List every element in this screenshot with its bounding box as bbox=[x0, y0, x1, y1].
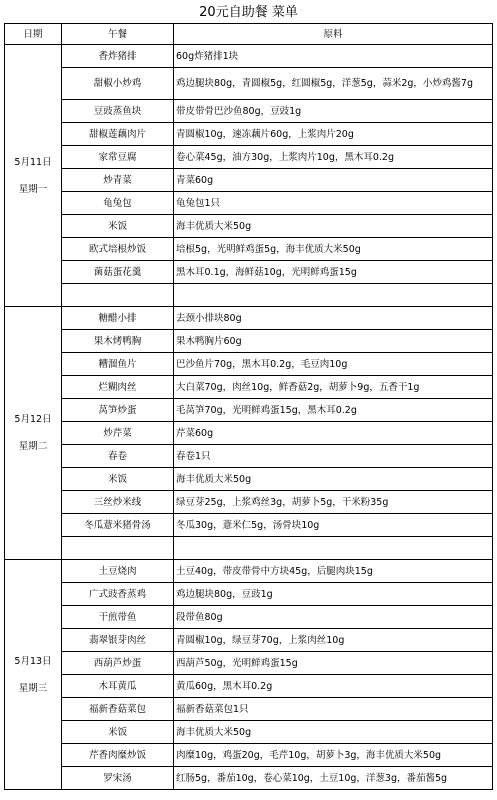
menu-row bbox=[5, 652, 493, 675]
day-weekday: 星期三 bbox=[18, 682, 48, 694]
dish-ingredients: 青圆椒10g，绿豆芽70g，上浆肉丝10g bbox=[174, 629, 493, 652]
menu-body bbox=[5, 45, 493, 790]
dish-ingredients: 巴沙鱼片70g，黑木耳0.2g，毛豆肉10g bbox=[174, 353, 493, 376]
dish-ingredients: 青圆椒10g，速冻藕片60g，上浆肉片20g bbox=[174, 123, 493, 146]
menu-row bbox=[5, 721, 493, 744]
menu-row bbox=[5, 330, 493, 353]
day-date: 5月11日 bbox=[14, 156, 52, 168]
day-date: 5月12日 bbox=[14, 414, 52, 425]
dish-ingredients: 鸡边腿块80g，青圆椒5g，红圆椒5g，洋葱5g，蒜米2g，小炒鸡酱7g bbox=[174, 68, 493, 100]
menu-row bbox=[5, 192, 493, 215]
dish-name: 冬瓜薏米猪骨汤 bbox=[62, 514, 174, 537]
menu-row bbox=[5, 261, 493, 284]
menu-row bbox=[5, 123, 493, 146]
dish-ingredients: 芹菜60g bbox=[174, 422, 493, 445]
dish-ingredients: 青菜60g bbox=[174, 169, 493, 192]
menu-row bbox=[5, 100, 493, 123]
menu-row bbox=[5, 215, 493, 238]
menu-row bbox=[5, 583, 493, 606]
dish-name: 龟兔包 bbox=[62, 192, 174, 215]
dish-name: 烂糊肉丝 bbox=[62, 376, 174, 399]
empty-cell bbox=[62, 284, 174, 307]
dish-ingredients: 段带鱼80g bbox=[174, 606, 493, 629]
dish-ingredients: 大白菜70g，肉丝10g，鲜香菇2g，胡萝卜9g，五香干1g bbox=[174, 376, 493, 399]
dish-name: 甜椒莲藕肉片 bbox=[62, 123, 174, 146]
dish-name: 芹香肉糜炒饭 bbox=[62, 744, 174, 767]
dish-name: 豆豉蒸鱼块 bbox=[62, 100, 174, 123]
menu-row bbox=[5, 445, 493, 468]
menu-row bbox=[5, 376, 493, 399]
dish-name: 炒青菜 bbox=[62, 169, 174, 192]
dish-name: 菌菇蛋花羹 bbox=[62, 261, 174, 284]
dish-name: 米饭 bbox=[62, 721, 174, 744]
menu-row bbox=[5, 399, 493, 422]
menu-row bbox=[5, 606, 493, 629]
dish-name: 米饭 bbox=[62, 215, 174, 238]
menu-row bbox=[5, 422, 493, 445]
dish-name: 翡翠银芽肉丝 bbox=[62, 629, 174, 652]
dish-name: 土豆烧肉 bbox=[62, 560, 174, 583]
header-row bbox=[5, 24, 493, 45]
menu-row bbox=[5, 629, 493, 652]
dish-ingredients: 肉糜10g，鸡蛋20g，毛芹10g，胡萝卜3g，海丰优质大米50g bbox=[174, 744, 493, 767]
menu-row bbox=[5, 307, 493, 330]
dish-name: 干煎带鱼 bbox=[62, 606, 174, 629]
empty-cell bbox=[174, 537, 493, 560]
day-weekday: 星期一 bbox=[18, 183, 48, 195]
menu-row bbox=[5, 560, 493, 583]
dish-ingredients: 黄瓜60g，黑木耳0.2g bbox=[174, 675, 493, 698]
dish-name: 罗宋汤 bbox=[62, 767, 174, 790]
dish-name: 甜椒小炒鸡 bbox=[62, 68, 174, 100]
dish-ingredients: 海丰优质大米50g bbox=[174, 215, 493, 238]
dish-name: 莴笋炒蛋 bbox=[62, 399, 174, 422]
dish-ingredients: 鸡边腿块80g，豆豉1g bbox=[174, 583, 493, 606]
dish-ingredients: 培根5g，光明鲜鸡蛋5g，海丰优质大米50g bbox=[174, 238, 493, 261]
dish-ingredients: 去颈小排块80g bbox=[174, 307, 493, 330]
menu-row bbox=[5, 146, 493, 169]
day-cell bbox=[5, 45, 62, 307]
dish-ingredients: 毛莴笋70g，光明鲜鸡蛋15g，黑木耳0.2g bbox=[174, 399, 493, 422]
dish-ingredients: 海丰优质大米50g bbox=[174, 468, 493, 491]
empty-cell bbox=[62, 537, 174, 560]
menu-row bbox=[5, 45, 493, 68]
dish-name: 糖醋小排 bbox=[62, 307, 174, 330]
dish-name: 春卷 bbox=[62, 445, 174, 468]
header-lunch: 午餐 bbox=[62, 24, 174, 45]
dish-name: 木耳黄瓜 bbox=[62, 675, 174, 698]
dish-ingredients: 西葫芦50g，光明鲜鸡蛋15g bbox=[174, 652, 493, 675]
menu-row bbox=[5, 675, 493, 698]
dish-ingredients: 冬瓜30g，薏米仁5g，汤骨块10g bbox=[174, 514, 493, 537]
menu-row bbox=[5, 514, 493, 537]
header-date: 日期 bbox=[5, 24, 62, 45]
menu-row bbox=[5, 68, 493, 100]
dish-name: 糟溜鱼片 bbox=[62, 353, 174, 376]
dish-name: 果木烤鸭胸 bbox=[62, 330, 174, 353]
menu-row bbox=[5, 468, 493, 491]
dish-ingredients: 60g炸猪排1块 bbox=[174, 45, 493, 68]
dish-ingredients: 果木鸭胸片60g bbox=[174, 330, 493, 353]
dish-name: 香炸猪排 bbox=[62, 45, 174, 68]
dish-ingredients: 红肠5g，番茄10g，卷心菜10g，土豆10g，洋葱3g，番茄酱5g bbox=[174, 767, 493, 790]
dish-name: 米饭 bbox=[62, 468, 174, 491]
dish-ingredients: 龟兔包1只 bbox=[174, 192, 493, 215]
dish-name: 广式豉香蒸鸡 bbox=[62, 583, 174, 606]
dish-name: 福新香菇菜包 bbox=[62, 698, 174, 721]
menu-row bbox=[5, 491, 493, 514]
dish-ingredients: 海丰优质大米50g bbox=[174, 721, 493, 744]
header-ingredients: 原料 bbox=[174, 24, 493, 45]
dish-name: 欧式培根炒饭 bbox=[62, 238, 174, 261]
dish-name: 炒芹菜 bbox=[62, 422, 174, 445]
dish-name: 家常豆腐 bbox=[62, 146, 174, 169]
spacer-row bbox=[5, 284, 493, 307]
day-weekday: 星期二 bbox=[18, 441, 48, 452]
dish-ingredients: 黑木耳0.1g，海鲜菇10g，光明鲜鸡蛋15g bbox=[174, 261, 493, 284]
menu-row bbox=[5, 353, 493, 376]
day-date: 5月13日 bbox=[14, 655, 52, 667]
dish-ingredients: 卷心菜45g，油方30g，上浆肉片10g，黑木耳0.2g bbox=[174, 146, 493, 169]
page-title: 20元自助餐 菜单 bbox=[199, 5, 298, 20]
dish-ingredients: 带皮带骨巴沙鱼80g，豆豉1g bbox=[174, 100, 493, 123]
dish-ingredients: 春卷1只 bbox=[174, 445, 493, 468]
menu-row bbox=[5, 169, 493, 192]
dish-name: 三丝炒米线 bbox=[62, 491, 174, 514]
menu-row bbox=[5, 744, 493, 767]
menu-table bbox=[4, 23, 493, 790]
day-cell bbox=[5, 560, 62, 790]
dish-ingredients: 福新香菇菜包1只 bbox=[174, 698, 493, 721]
menu-row bbox=[5, 698, 493, 721]
dish-name: 西葫芦炒蛋 bbox=[62, 652, 174, 675]
day-cell bbox=[5, 307, 62, 560]
dish-ingredients: 绿豆芽25g，上浆鸡丝3g，胡萝卜5g，干米粉35g bbox=[174, 491, 493, 514]
empty-cell bbox=[174, 284, 493, 307]
spacer-row bbox=[5, 537, 493, 560]
dish-ingredients: 土豆40g，带皮带骨中方块45g，后腿肉块15g bbox=[174, 560, 493, 583]
menu-row bbox=[5, 238, 493, 261]
menu-row bbox=[5, 767, 493, 790]
